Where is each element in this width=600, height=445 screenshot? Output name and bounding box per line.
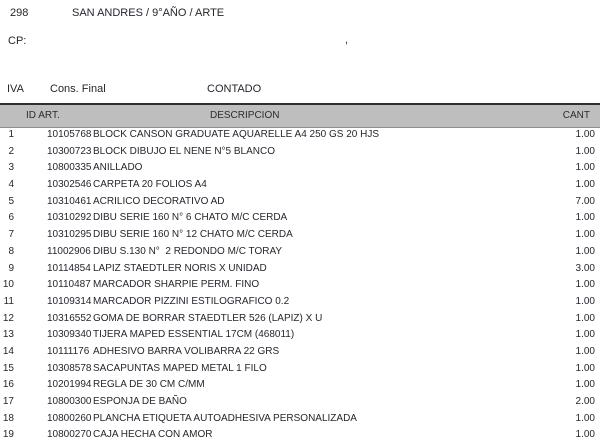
description-cell: ESPONJA DE BAÑO [93,396,187,407]
description-cell: DIBU SERIE 160 N° 12 CHATO M/C CERDA [93,229,293,241]
description-cell: DIBU SERIE 160 N° 6 CHATO M/C CERDA [93,212,288,224]
description-cell: MARCADOR SHARPIE PERM. FINO [93,279,260,291]
iva-label: IVA [7,83,24,95]
quantity-cell: 3.00 [575,262,595,274]
description-cell: CARPETA 20 FOLIOS A4 [93,179,207,191]
table-row [0,394,600,411]
article-id-cell: 11002906 [47,245,91,257]
table-row [0,277,600,294]
iva-condition: Cons. Final [50,83,106,95]
description-cell: REGLA DE 30 CM C/MM [93,379,205,391]
table-row [0,361,600,378]
description-cell: BLOCK DIBUJO EL NENE N°5 BLANCO [93,145,276,157]
article-id-cell: 10800335 [47,162,92,174]
table-row [0,327,600,344]
row-number-cell: 7 [8,229,14,241]
description-cell: BLOCK CANSON GRADUATE AQUARELLE A4 250 GS 20 HJS [93,129,380,140]
article-id-cell: 10310295 [47,229,92,241]
quantity-cell: 1.00 [575,412,595,424]
description-cell: ADHESIVO BARRA VOLIBARRA 22 GRS [93,345,280,357]
article-id-cell: 10308578 [47,362,92,374]
row-number-cell: 4 [8,179,14,191]
article-id-cell: 10201994 [47,379,92,391]
row-number-cell: 18 [2,412,14,424]
article-id-cell: 10111176 [47,345,90,357]
article-id-cell: 10800260 [47,412,92,424]
document-title: SAN ANDRES / 9°AÑO / ARTE [72,7,225,19]
description-cell: MARCADOR PIZZINI ESTILOGRAFICO 0.2 [93,295,290,307]
article-id-cell: 10800300 [47,396,92,407]
column-header-descripcion: DESCRIPCION [210,110,280,121]
description-cell: LAPIZ STAEDTLER NORIS X UNIDAD [93,262,267,274]
table-row [0,311,600,328]
row-number-cell: 1 [8,129,14,140]
table-row [0,244,600,261]
document-number: 298 [10,7,29,19]
row-number-cell: 3 [8,162,14,174]
table-header-bar [0,103,600,128]
article-id-cell: 10309340 [47,329,92,341]
row-number-cell: 13 [2,329,14,341]
article-id-cell: 10109314 [47,295,92,307]
row-number-cell: 5 [8,195,14,207]
quantity-cell: 1.00 [575,295,595,307]
table-row [0,411,600,428]
row-number-cell: 17 [2,396,14,407]
table-row [0,144,600,161]
row-number-cell: 14 [2,345,14,357]
table-row [0,194,600,211]
quantity-cell: 2.00 [575,396,595,407]
quantity-cell: 7.00 [575,195,595,207]
cp-label: CP: [8,35,27,47]
description-cell: SACAPUNTAS MAPED METAL 1 FILO [93,362,267,374]
quantity-cell: 1.00 [575,245,595,257]
article-id-cell: 10800270 [47,429,92,441]
table-row [0,261,600,278]
quantity-cell: 1.00 [575,229,595,241]
quantity-cell: 1.00 [575,212,595,224]
article-id-cell: 10114854 [47,262,91,274]
quantity-cell: 1.00 [575,145,595,157]
column-header-id-art: ID ART. [26,110,60,121]
payment-method: CONTADO [207,83,262,95]
article-id-cell: 10310461 [47,195,92,207]
quantity-cell: 1.00 [575,179,595,191]
description-cell: CAJA HECHA CON AMOR [93,429,213,441]
quantity-cell: 1.00 [575,129,595,140]
article-id-cell: 10300723 [47,145,92,157]
quantity-cell: 1.00 [575,345,595,357]
cp-value: , [345,34,349,46]
quantity-cell: 1.00 [575,362,595,374]
row-number-cell: 10 [2,279,14,291]
table-row [0,377,600,394]
description-cell: ANILLADO [93,162,143,174]
row-number-cell: 8 [8,245,14,257]
table-row [0,160,600,177]
column-header-cant: CANT [562,110,590,121]
quantity-cell: 1.00 [575,312,595,324]
row-number-cell: 9 [8,262,14,274]
quantity-cell: 1.00 [575,329,595,341]
quantity-cell: 1.00 [575,279,595,291]
description-cell: TIJERA MAPED ESSENTIAL 17CM (468011) [93,329,295,341]
row-number-cell: 11 [3,295,14,307]
description-cell: DIBU S.130 N° 2 REDONDO M/C TORAY [93,245,283,257]
table-row [0,344,600,361]
table-row [0,127,600,144]
article-id-cell: 10302546 [47,179,92,191]
quantity-cell: 1.00 [575,379,595,391]
row-number-cell: 15 [2,362,14,374]
article-id-cell: 10310292 [47,212,92,224]
table-row [0,210,600,227]
row-number-cell: 2 [8,145,14,157]
row-number-cell: 12 [2,312,14,324]
table-row [0,227,600,244]
description-cell: ACRILICO DECORATIVO AD [93,195,225,207]
quantity-cell: 1.00 [575,429,595,441]
table-rows [0,127,600,444]
table-row [0,177,600,194]
row-number-cell: 19 [2,429,14,441]
article-id-cell: 10105768 [47,129,92,140]
row-number-cell: 6 [8,212,14,224]
article-id-cell: 10110487 [47,279,91,291]
quantity-cell: 1.00 [575,162,595,174]
article-id-cell: 10316552 [47,312,92,324]
table-row [0,294,600,311]
description-cell: GOMA DE BORRAR STAEDTLER 526 (LAPIZ) X U [93,312,323,324]
row-number-cell: 16 [2,379,14,391]
table-row [0,427,600,444]
description-cell: PLANCHA ETIQUETA AUTOADHESIVA PERSONALIZADA [93,412,357,424]
